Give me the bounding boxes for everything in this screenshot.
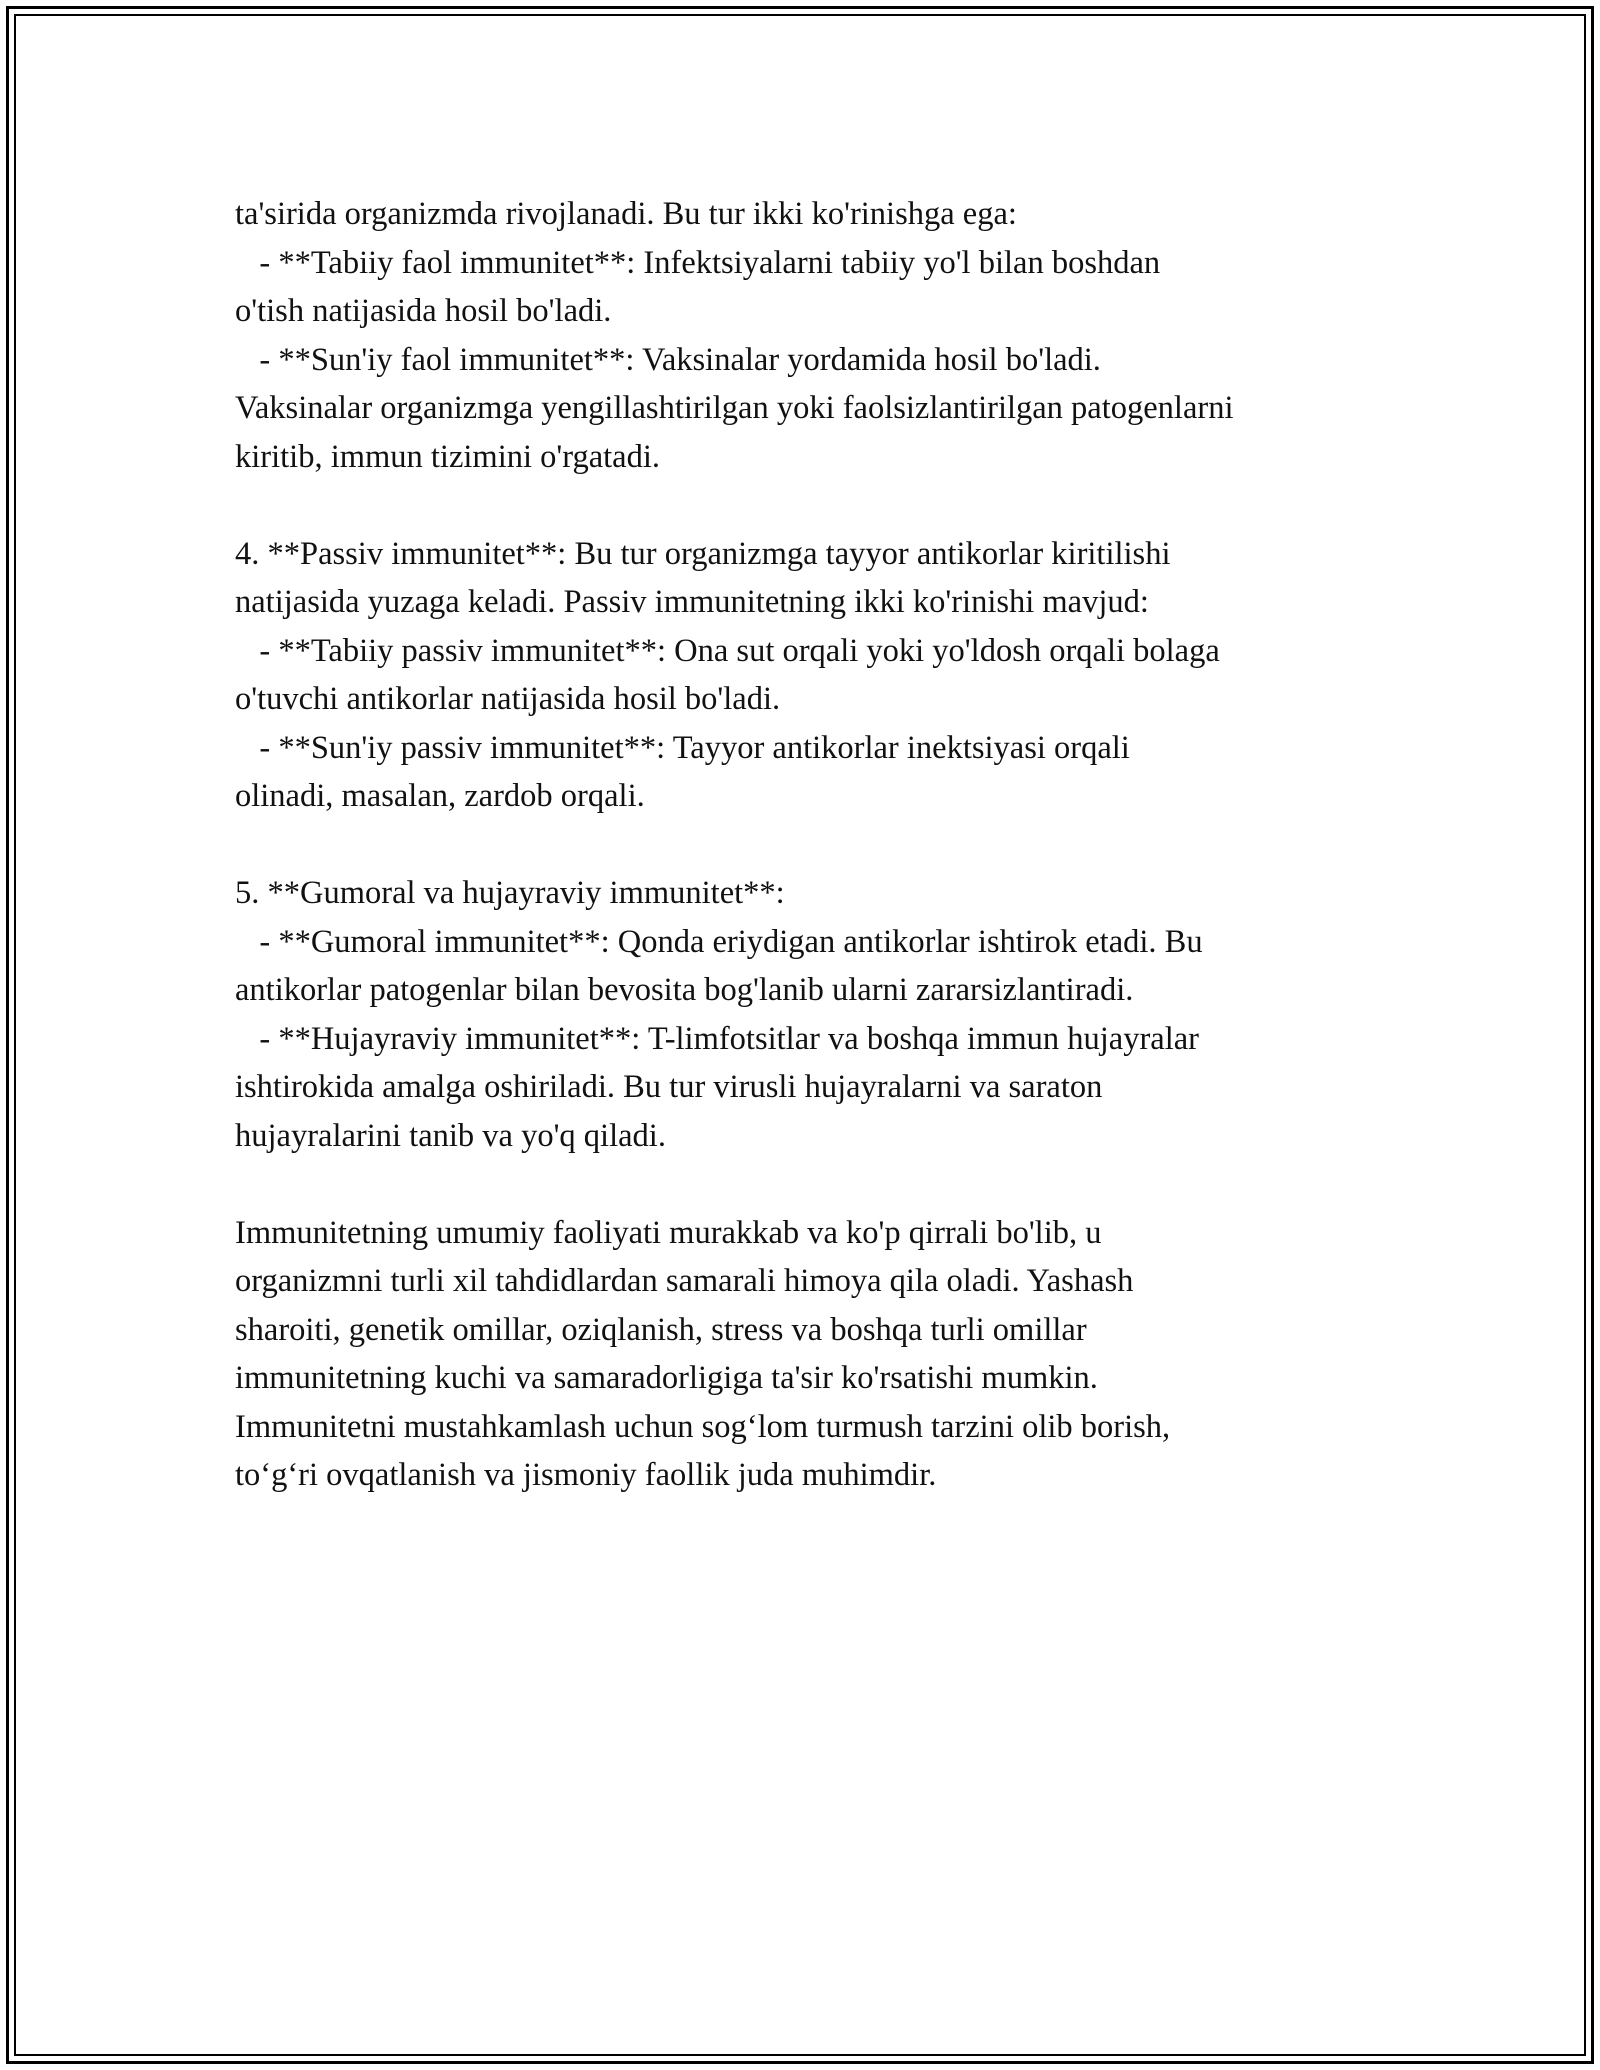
text-line: sharoiti, genetik omillar, oziqlanish, stress va boshqa turli omillar xyxy=(235,1311,1087,1348)
text-line: o'tuvchi antikorlar natijasida hosil bo'ladi. xyxy=(235,681,781,717)
text-line: 4. **Passiv immunitet**: Bu tur organizmga tayyor antikorlar kiritilishi xyxy=(235,535,1171,572)
text-line: immunitetning kuchi va samaradorligiga ta'sir ko'rsatishi mumkin. xyxy=(235,1360,1098,1396)
text-line: to‘g‘ri ovqatlanish va jismoniy faollik juda muhimdir. xyxy=(235,1457,937,1493)
text-line: - **Tabiiy passiv immunitet**: Ona sut orqali yoki yo'ldosh orqali bolaga xyxy=(235,632,1220,669)
text-line: hujayralarini tanib va yo'q qiladi. xyxy=(235,1117,666,1154)
text-line: kiritib, immun tizimini o'rgatadi. xyxy=(235,438,661,475)
text-line: ishtirokida amalga oshiriladi. Bu tur virusli hujayralarni va saraton xyxy=(235,1069,1103,1105)
text-line: - **Sun'iy faol immunitet**: Vaksinalar yordamida hosil bo'ladi. xyxy=(235,341,1101,378)
text-line: natijasida yuzaga keladi. Passiv immunitetning ikki ko'rinishi mavjud: xyxy=(235,584,1149,620)
text-line: organizmni turli xil tahdidlardan samarali himoya qila oladi. Yashash xyxy=(235,1263,1134,1299)
text-line: - **Tabiiy faol immunitet**: Infektsiyalarni tabiiy yo'l bilan boshdan xyxy=(235,244,1161,281)
text-line: 5. **Gumoral va hujayraviy immunitet**: xyxy=(235,875,785,911)
text-line: Immunitetni mustahkamlash uchun sog‘lom turmush tarzini olib borish, xyxy=(235,1408,1171,1445)
text-line: olinadi, masalan, zardob orqali. xyxy=(235,778,645,814)
blank-line xyxy=(235,1160,1415,1209)
text-line: o'tish natijasida hosil bo'ladi. xyxy=(235,293,612,329)
text-line: - **Hujayraviy immunitet**: T-limfotsitlar va boshqa immun hujayralar xyxy=(235,1020,1200,1057)
blank-line xyxy=(235,481,1415,530)
text-line: - **Gumoral immunitet**: Qonda eriydigan antikorlar ishtirok etadi. Bu xyxy=(235,923,1203,960)
text-line: ta'sirida organizmda rivojlanadi. Bu tur ikki ko'rinishga ega: xyxy=(235,196,1017,232)
blank-line xyxy=(235,821,1415,870)
text-line: Vaksinalar organizmga yengillashtirilgan yoki faolsizlantirilgan patogenlarni xyxy=(235,390,1234,426)
text-line: Immunitetning umumiy faoliyati murakkab va ko'p qirrali bo'lib, u xyxy=(235,1214,1102,1251)
document-body xyxy=(235,190,1415,1500)
text-line: - **Sun'iy passiv immunitet**: Tayyor antikorlar inektsiyasi orqali xyxy=(235,729,1130,766)
text-line: antikorlar patogenlar bilan bevosita bog'lanib ularni zararsizlantiradi. xyxy=(235,972,1134,1008)
